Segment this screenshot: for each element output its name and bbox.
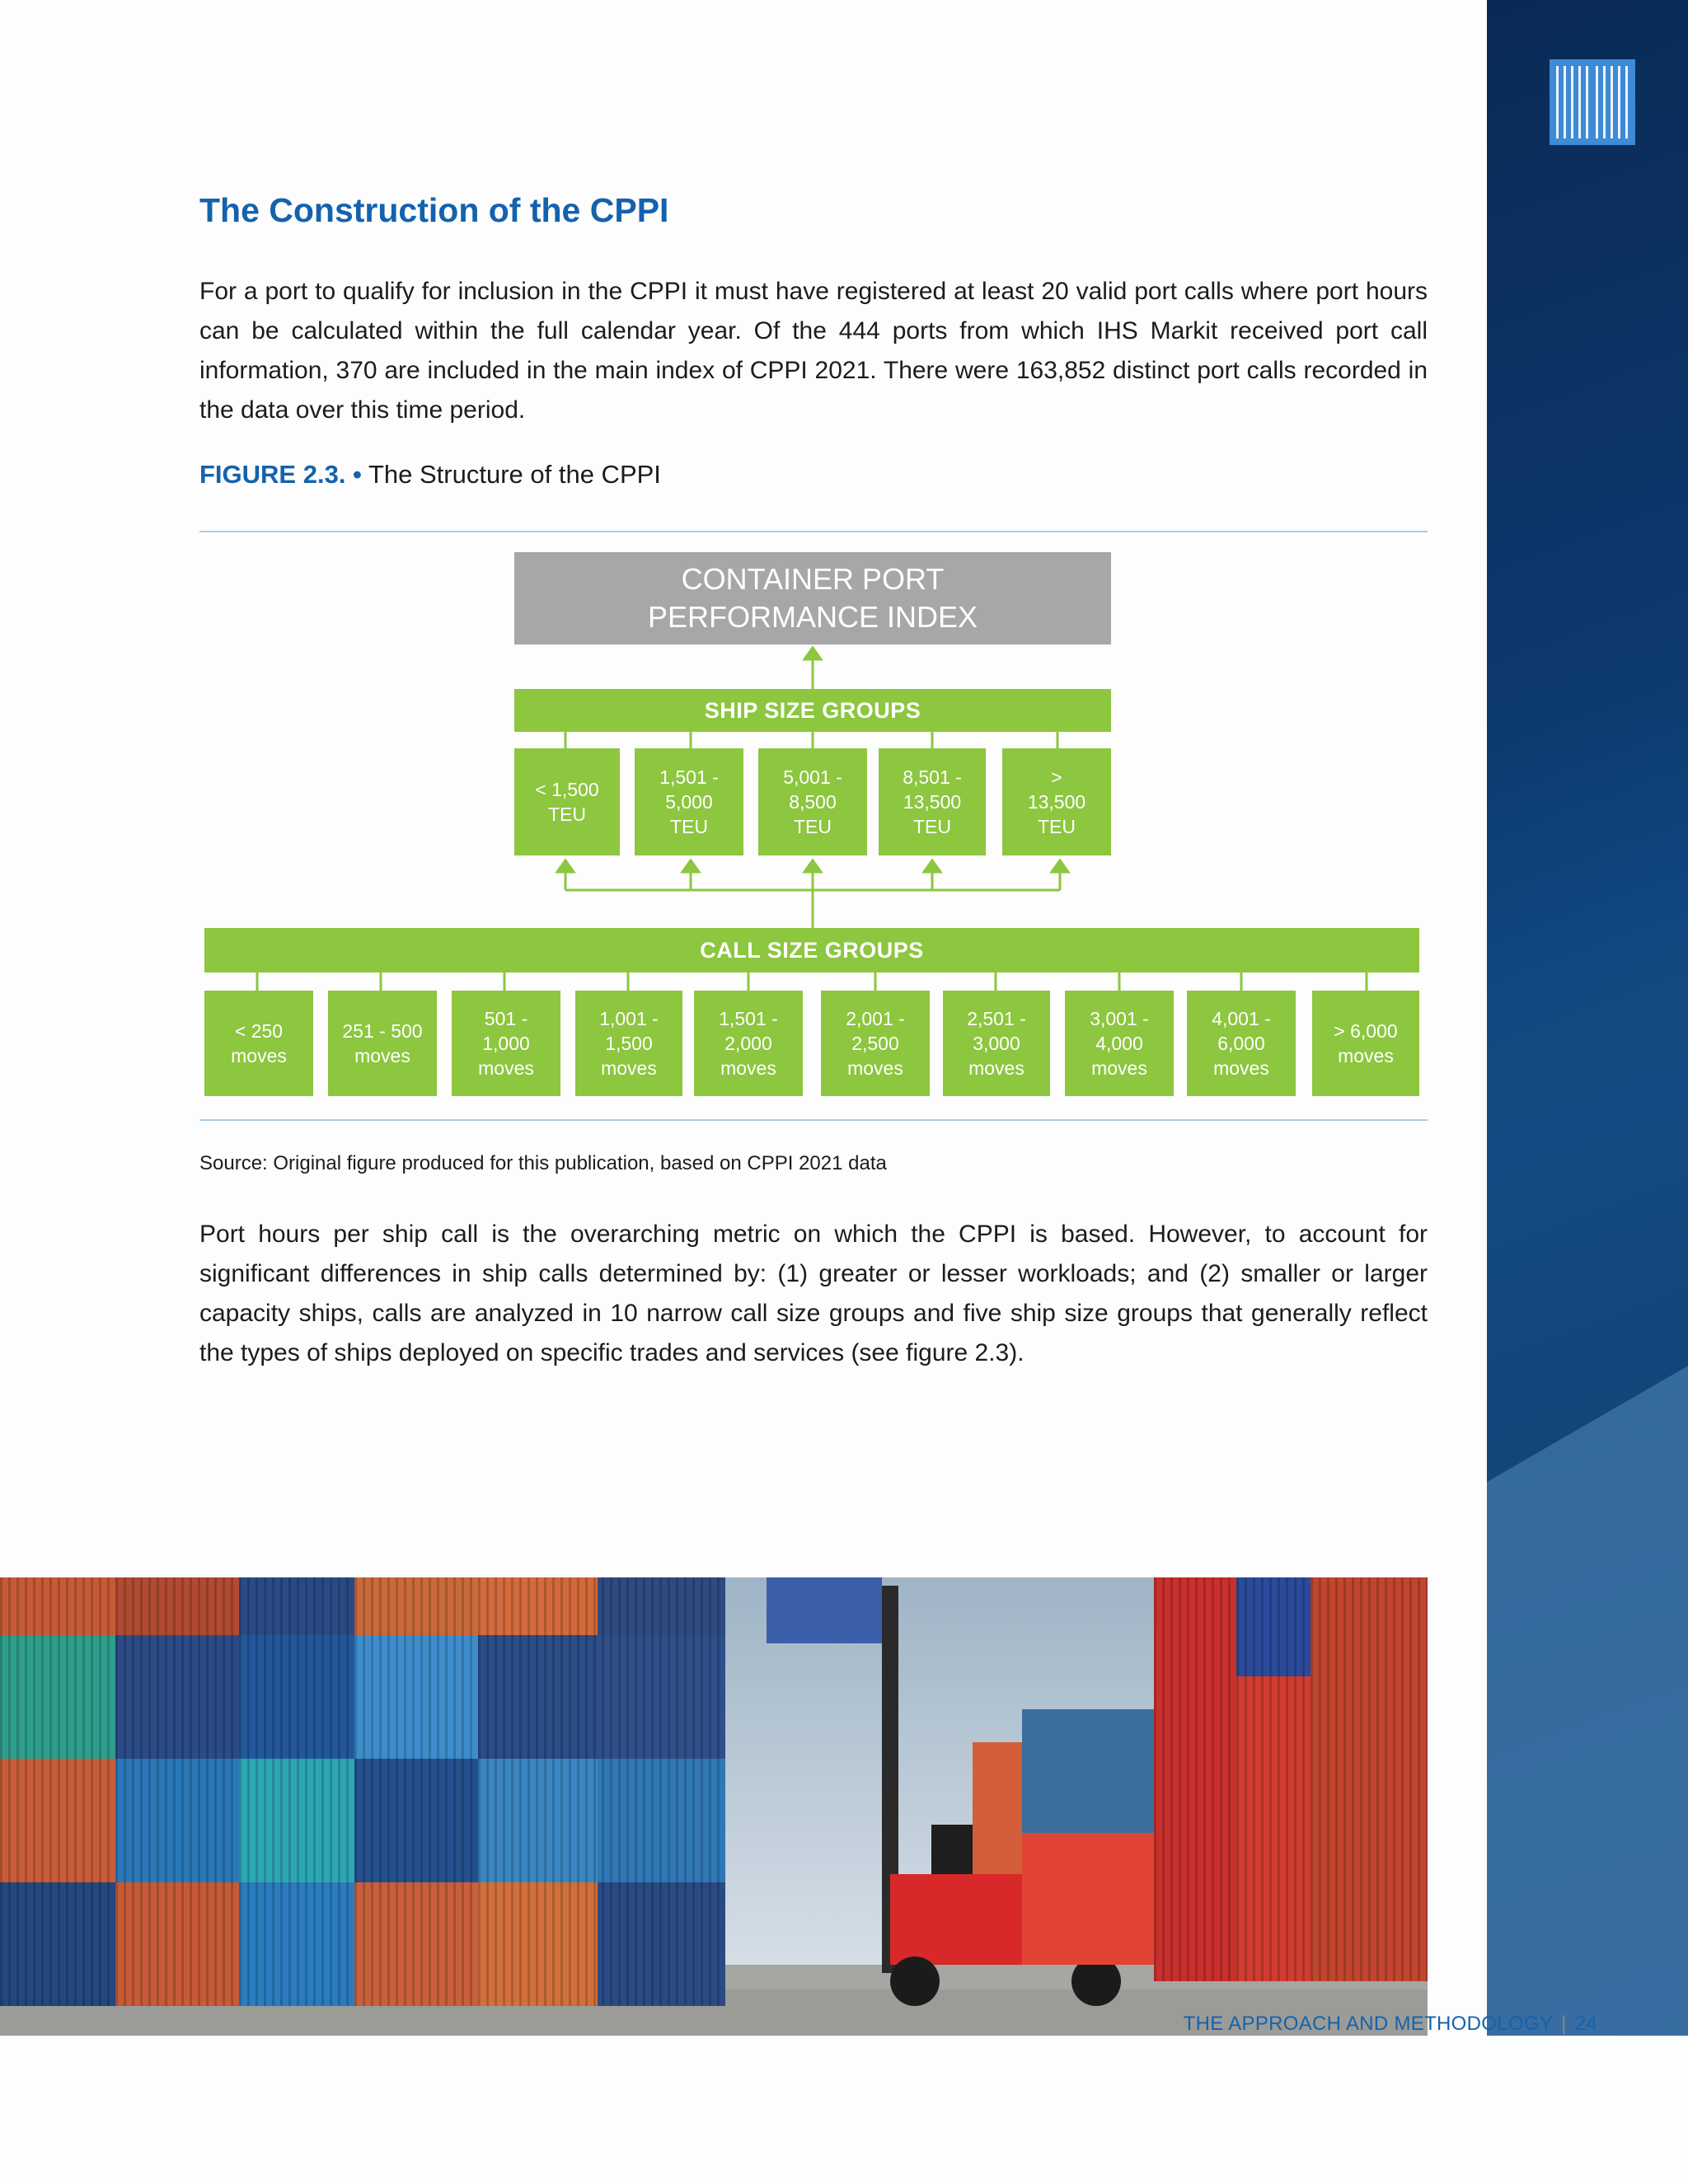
page-footer: THE APPROACH AND METHODOLOGY | 24	[1183, 2013, 1597, 2035]
index-box: CONTAINER PORT PERFORMANCE INDEX	[514, 552, 1111, 644]
arrow-head-icon	[557, 860, 574, 872]
call-group-box: 3,001 - 4,000 moves	[1065, 991, 1174, 1096]
ship-group-box: < 1,500 TEU	[514, 748, 620, 855]
call-group-box: < 250 moves	[204, 991, 313, 1096]
figure-title: The Structure of the CPPI	[368, 460, 661, 489]
figure-number: FIGURE 2.3. •	[199, 460, 362, 489]
figure-source: Source: Original figure produced for this publication, based on CPPI 2021 data	[199, 1152, 887, 1174]
call-group-box: 1,001 - 1,500 moves	[575, 991, 682, 1096]
figure-bottom-rule	[199, 1119, 1428, 1121]
arrow-head-icon	[804, 860, 821, 872]
call-group-box: 4,001 - 6,000 moves	[1187, 991, 1296, 1096]
call-group-box: 1,501 - 2,000 moves	[694, 991, 803, 1096]
page-title: The Construction of the CPPI	[199, 191, 669, 229]
ship-size-groups-header: SHIP SIZE GROUPS	[514, 689, 1111, 732]
call-group-box: 2,501 - 3,000 moves	[943, 991, 1050, 1096]
call-group-box: 251 - 500 moves	[328, 991, 437, 1096]
ship-group-box: 8,501 - 13,500 TEU	[879, 748, 986, 855]
call-group-box: 501 - 1,000 moves	[452, 991, 560, 1096]
call-group-box: 2,001 - 2,500 moves	[821, 991, 930, 1096]
body-paragraph: Port hours per ship call is the overarching metric on which the CPPI is based. However, to account for significant differences in ship calls determined by: (1) greater or lesser workloads; and (2) smaller or larger capacity ships, calls are analyzed in 10 narrow call size groups and five ship size groups that generally reflect the types of ships deployed on specific trades and services (see figure 2.3).	[199, 1221, 1428, 1366]
ship-group-box: 5,001 - 8,500 TEU	[758, 748, 867, 855]
arrow-head-icon	[1052, 860, 1068, 872]
container-yard-photo	[0, 1577, 1428, 2036]
call-group-box: > 6,000 moves	[1312, 991, 1419, 1096]
arrow-head-icon	[682, 860, 699, 872]
arrow-head-icon	[924, 860, 940, 872]
call-size-groups-header: CALL SIZE GROUPS	[204, 928, 1419, 972]
arrow-head-icon	[804, 648, 821, 659]
ship-group-box: 1,501 - 5,000 TEU	[635, 748, 743, 855]
intro-paragraph: For a port to qualify for inclusion in the CPPI it must have registered at least 20 valid port calls where port hours can be calculated within the full calendar year. Of the 444 ports from which IHS Markit received port call information, 370 are included in the main index of CPPI 2021. There were 163,852 distinct port calls recorded in the data over this time period.	[199, 278, 1428, 424]
page-number: 24	[1574, 2013, 1597, 2035]
footer-section: THE APPROACH AND METHODOLOGY	[1183, 2013, 1554, 2035]
ship-group-box: > 13,500 TEU	[1002, 748, 1111, 855]
